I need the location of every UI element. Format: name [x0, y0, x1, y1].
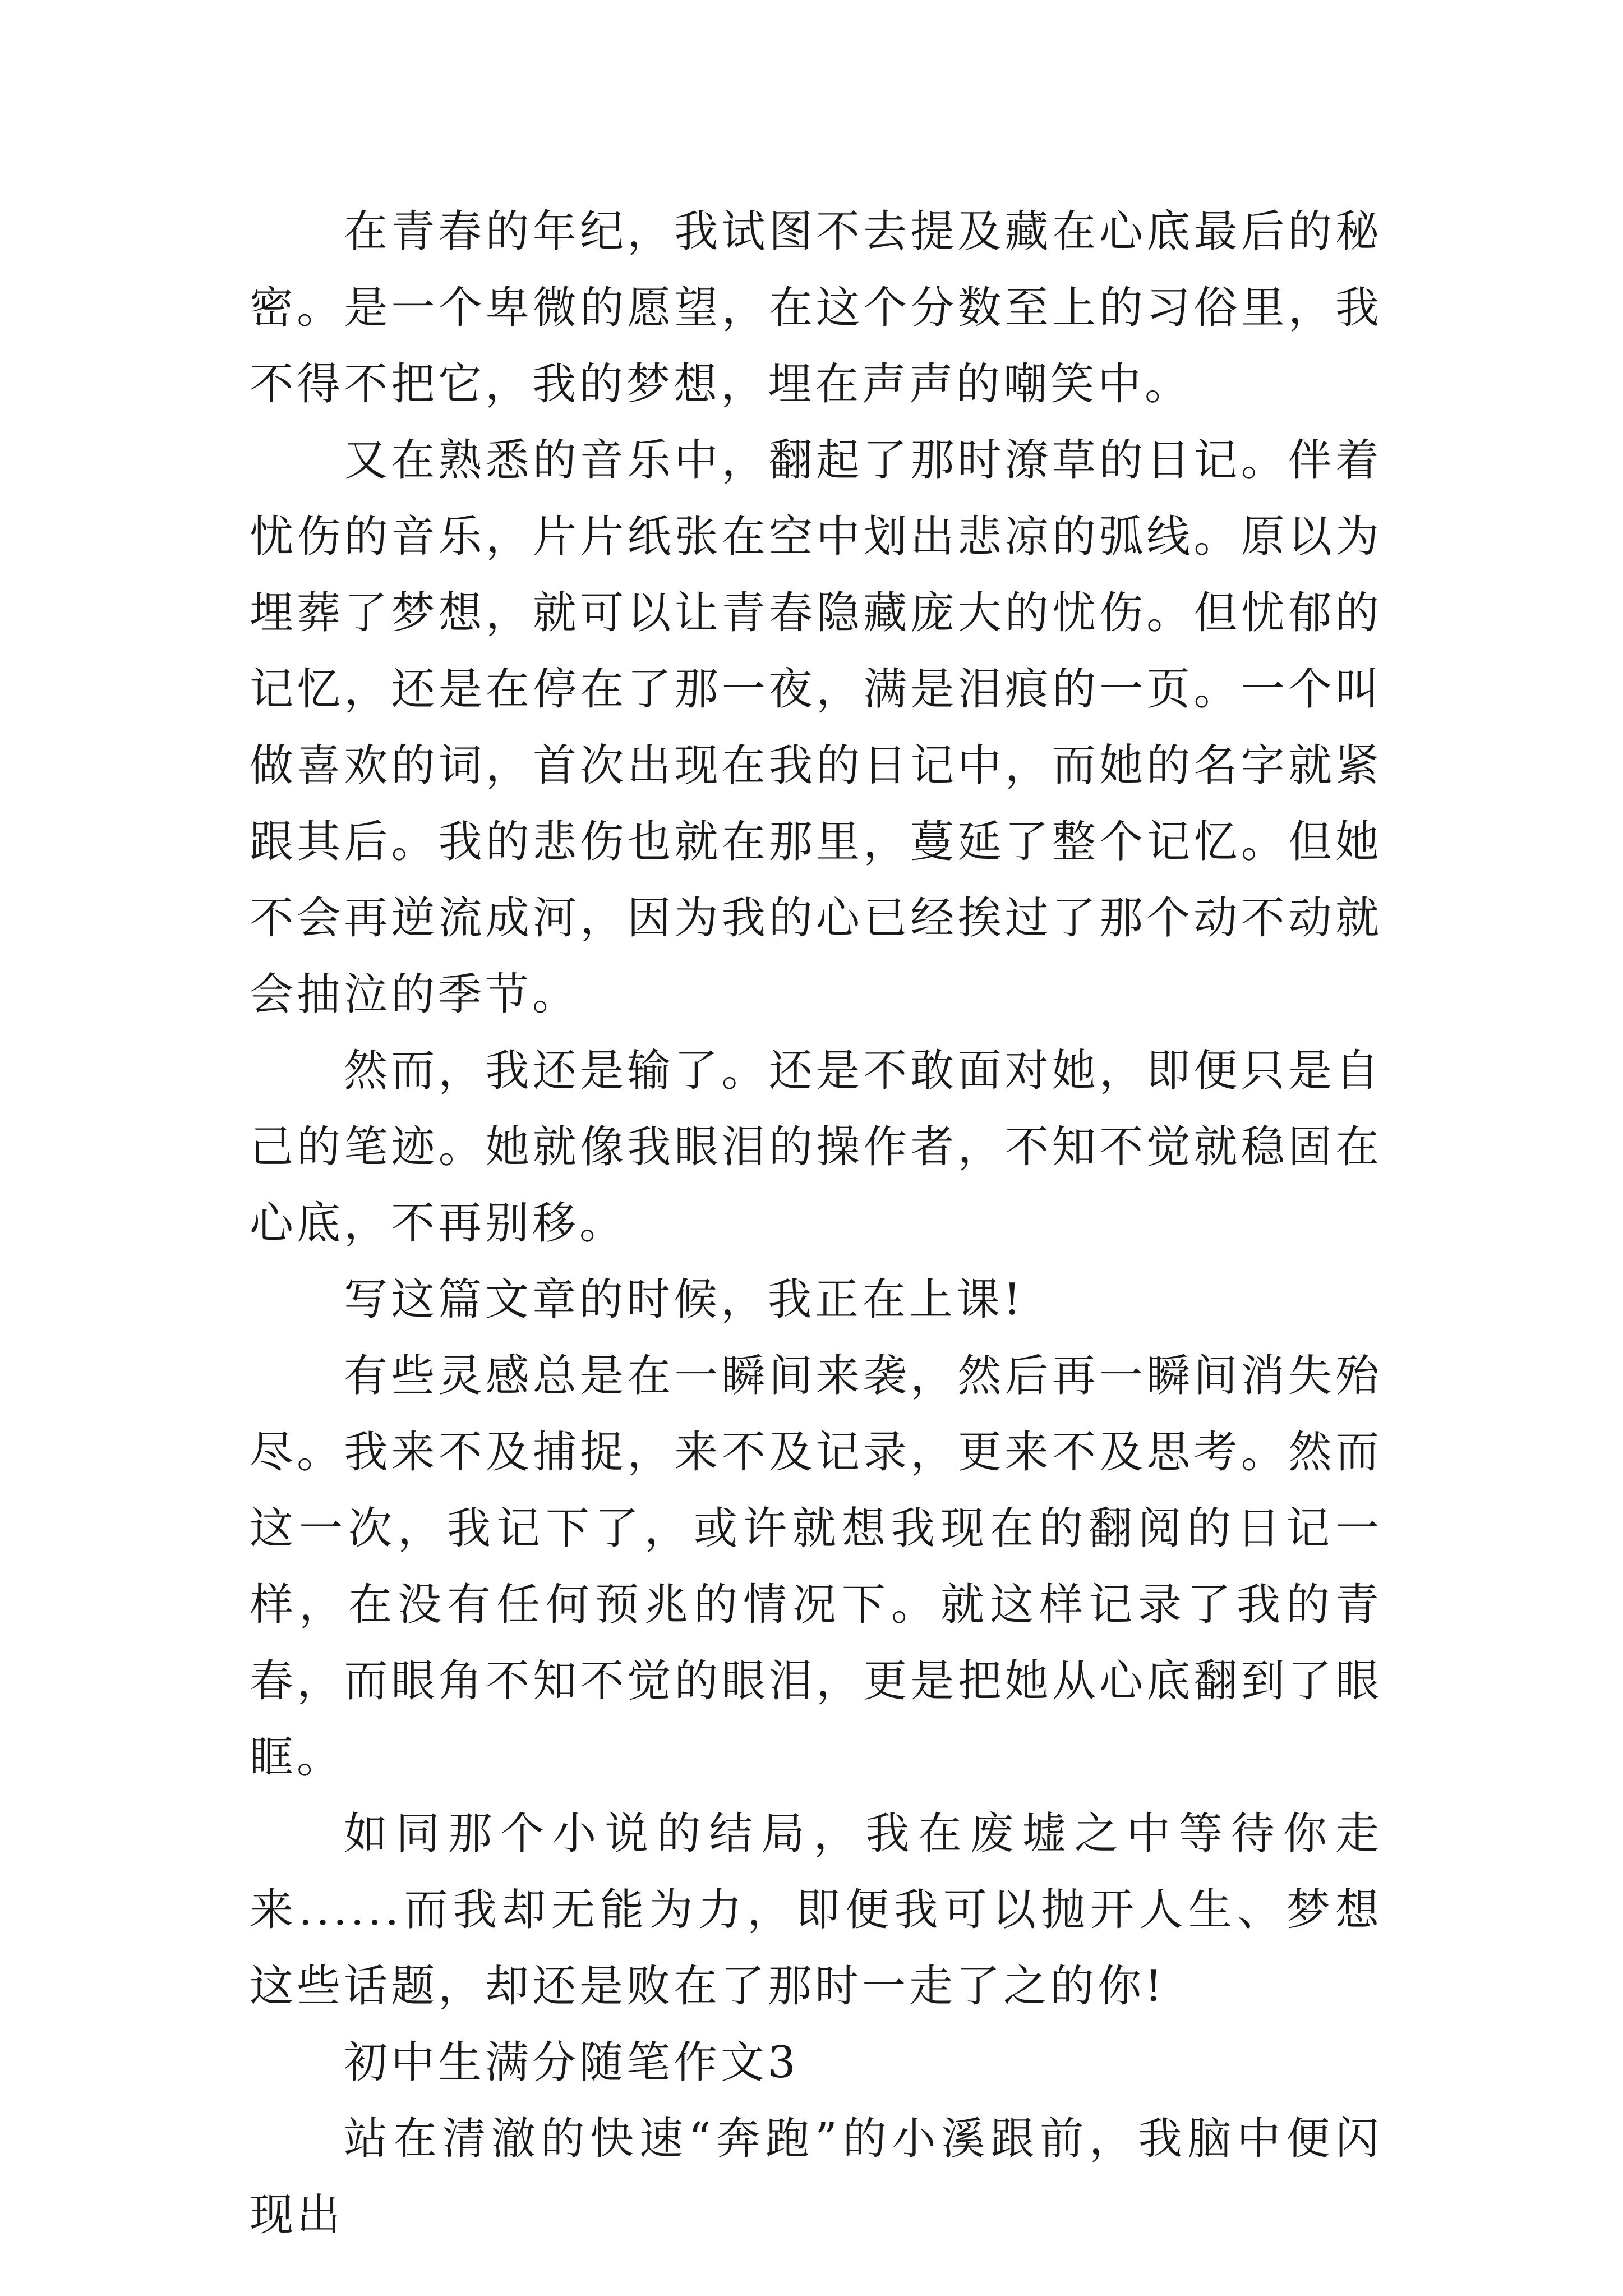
document-body [250, 194, 1382, 2253]
paragraph-7: 站在清澈的快速“奔跑”的小溪跟前，我脑中便闪现出 [250, 2114, 1382, 2240]
section-heading: 初中生满分随笔作文3 [344, 2037, 799, 2088]
paragraph-5: 有些灵感总是在一瞬间来袭，然后再一瞬间消失殆尽。我来不及捕捉，来不及记录，更来不及思考。然而这一次，我记下了，或许就想我现在的翻阅的日记一样，在没有任何预兆的情况下。就这样记录了我的青春，而眼角不知不觉的眼泪，更是把她从心底翻到了眼眶。 [250, 1351, 1382, 1783]
paragraph-3: 然而，我还是输了。还是不敢面对她，即便只是自己的笔迹。她就像我眼泪的操作者，不知不觉就稳固在心底，不再别移。 [250, 1046, 1382, 1249]
paragraph-4: 写这篇文章的时候，我正在上课! [344, 1274, 1025, 1325]
paragraph-6: 如同那个小说的结局，我在废墟之中等待你走来......而我却无能为力，即便我可以抛开人生、梦想这些话题，却还是败在了那时一走了之的你! [250, 1809, 1382, 2012]
paragraph-1: 在青春的年纪，我试图不去提及藏在心底最后的秘密。是一个卑微的愿望，在这个分数至上的习俗里，我不得不把它，我的梦想，埋在声声的嘲笑中。 [250, 206, 1382, 409]
paragraph-2: 又在熟悉的音乐中，翻起了那时潦草的日记。伴着忧伤的音乐，片片纸张在空中划出悲凉的弧线。原以为埋葬了梦想，就可以让青春隐藏庞大的忧伤。但忧郁的记忆，还是在停在了那一夜，满是泪痕的一页。一个叫做喜欢的词，首次出现在我的日记中，而她的名字就紧跟其后。我的悲伤也就在那里，蔓延了整个记忆。但她不会再逆流成河，因为我的心已经挨过了那个动不动就会抽泣的季节。 [250, 435, 1382, 1020]
